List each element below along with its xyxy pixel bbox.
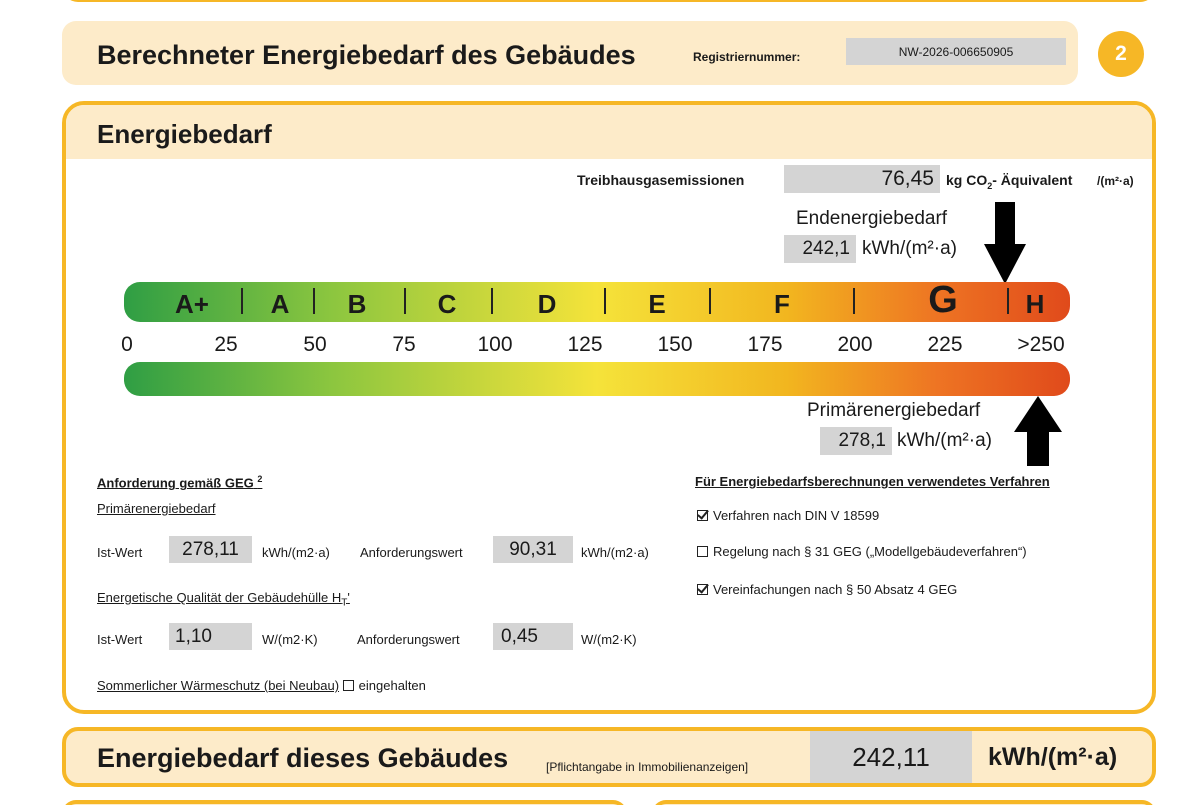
scale-tick: 50 [303,333,327,356]
class-label-a: A [270,289,290,319]
scale-tick: 75 [392,333,416,356]
end-energy-label: Endenergiebedarf [796,208,948,229]
primary-anf-unit: kWh/(m2·a) [581,545,649,560]
summer-protection-checkbox[interactable] [343,680,354,691]
summary-title: Energiebedarf dieses Gebäudes [97,743,509,773]
class-label-g: G [928,279,958,321]
method-item: Regelung nach § 31 GEG („Modellgebäudeverfahren“) [697,544,1027,559]
scale-tick: 150 [657,333,693,356]
envelope-anf-label: Anforderungswert [357,632,460,647]
class-label-c: C [437,289,457,319]
end-energy-value: 242,1 [784,235,856,263]
summary-value: 242,11 [810,731,972,783]
next-section-right-edge [652,800,1156,805]
class-label-h: H [1025,289,1045,319]
summer-protection-row [97,678,426,693]
scale-tick: 225 [927,333,963,356]
primary-anf-label: Anforderungswert [360,545,463,560]
method-checkbox-model-building[interactable] [697,546,708,557]
page-number-badge: 2 [1098,31,1144,77]
primary-energy-label: Primärenergiebedarf [807,400,981,421]
next-section-left-edge [62,800,627,805]
method-item: Vereinfachungen nach § 50 Absatz 4 GEG [697,582,957,597]
primary-requirement-heading: Primärenergiebedarf [97,501,216,516]
class-separator [491,288,493,314]
page-title: Berechneter Energiebedarf des Gebäudes [97,40,636,70]
scale-tick: 25 [214,333,238,356]
summary-subtitle: [Pflichtangabe in Immobilienanzeigen] [546,760,749,774]
method-checkbox-simplifications[interactable] [697,584,708,595]
end-energy-arrow [984,202,1026,284]
scale-tick: 175 [747,333,783,356]
primary-ist-label: Ist-Wert [97,545,143,560]
summer-protection-option: eingehalten [358,678,426,693]
summary-unit: kWh/(m²·a) [988,743,1118,771]
class-separator [853,288,855,314]
envelope-ist-unit: W/(m2·K) [262,632,318,647]
scale-tick: 0 [121,333,133,356]
class-label-d: D [537,289,557,319]
class-separator [404,288,406,314]
scale-tick: 125 [567,333,603,356]
primary-ist-value: 278,11 [169,536,252,563]
panel-title: Energiebedarf [97,119,272,149]
envelope-ist-label: Ist-Wert [97,632,143,647]
requirements-heading: Anforderung gemäß GEG $^2$ [97,474,263,491]
emissions-label: Treibhausgasemissionen [577,172,745,188]
primary-energy-value: 278,1 [820,427,892,455]
previous-section-edge [62,0,1156,2]
primary-ist-unit: kWh/(m2·a) [262,545,330,560]
class-label-e: E [648,289,666,319]
scale-tick: >250 [1017,333,1065,356]
envelope-heading: Energetische Qualität der Gebäudehülle $H_T'$ [97,590,350,609]
envelope-ist-value: 1,10 [169,623,252,650]
summer-protection-label: Sommerlicher Wärmeschutz (bei Neubau) [97,678,340,693]
registration-number-field: NW-2026-006650905 [846,38,1066,65]
emissions-unit: kg $CO_2-$ Äquivalent [946,172,1073,191]
class-separator [241,288,243,314]
methods-heading: Für Energiebedarfsberechnungen verwendetes Verfahren [695,474,1050,489]
registration-label: Registriernummer: [693,50,801,64]
emissions-value: 76,45 [784,165,940,193]
class-separator [1007,288,1009,314]
class-separator [313,288,315,314]
class-separator [709,288,711,314]
class-label-b: B [347,289,367,319]
envelope-anf-value: 0,45 [493,623,573,650]
primary-anf-value: 90,31 [493,536,573,563]
scale-tick: 100 [477,333,513,356]
method-item: Verfahren nach DIN V 18599 [697,508,879,523]
class-label-f: F [774,289,790,319]
class-label-a-plus: A+ [175,289,209,319]
envelope-anf-unit: W/(m2·K) [581,632,637,647]
emissions-unit-per-area: /(m²·a) [1097,174,1134,188]
class-separator [604,288,606,314]
method-checkbox-din[interactable] [697,510,708,521]
primary-energy-unit: kWh/(m²·a) [897,430,992,451]
scale-tick: 200 [837,333,873,356]
end-energy-unit: kWh/(m²·a) [862,238,957,259]
value-band [124,362,1070,396]
primary-energy-arrow [1014,396,1062,466]
